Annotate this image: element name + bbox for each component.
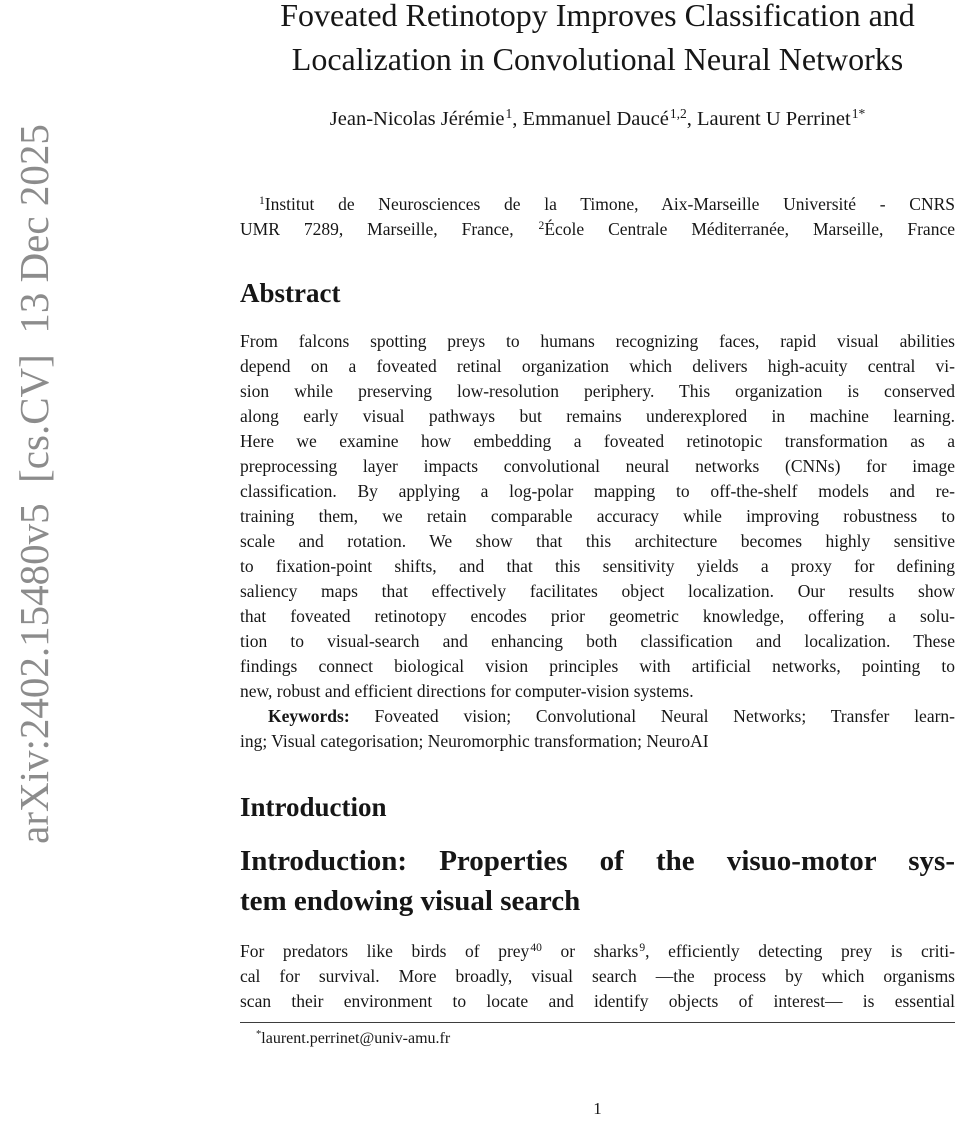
text-line: From falcons spotting preys to humans recognizing faces, rapid visual abilities xyxy=(240,331,955,351)
text-line: classification. By applying a log-polar mapping to off-the-shelf models and re- xyxy=(240,481,955,501)
keywords-paragraph xyxy=(240,704,955,754)
text-line: that foveated retinotopy encodes prior geometric knowledge, offering a solu- xyxy=(240,606,955,626)
text-line: sion while preserving low-resolution periphery. This organization is conserved xyxy=(240,381,955,401)
paper-title xyxy=(240,0,955,81)
text-line: Localization in Convolutional Neural Networks xyxy=(291,41,904,77)
text-line: For predators like birds of prey$^{40}$ or sharks$^9$, efficiently detecting prey is criti- xyxy=(240,941,955,961)
affiliation xyxy=(240,192,955,242)
page-number: 1 xyxy=(593,1099,602,1118)
text-line: $^1$Institut de Neurosciences de la Timone, Aix-Marseille Université - CNRS xyxy=(259,194,955,214)
text-line: along early visual pathways but remains underexplored in machine learning. xyxy=(240,406,955,426)
arxiv-watermark: arXiv:2402.15480v5 [cs.CV] 13 Dec 2025 xyxy=(11,124,57,844)
footnote-email: *laurent.perrinet@univ-amu.fr xyxy=(256,1029,451,1047)
abstract-text xyxy=(240,329,955,704)
text-line: tion to visual-search and enhancing both classification and localization. These xyxy=(240,631,955,651)
text-line: new, robust and efficient directions for computer-vision systems. xyxy=(240,681,694,701)
text-line: to fixation-point shifts, and that this sensitivity yields a proxy for defining xyxy=(240,556,955,576)
text-line: cal for survival. More broadly, visual search —the process by which organisms xyxy=(240,966,955,986)
subsection-heading xyxy=(240,841,955,921)
abstract-heading: Abstract xyxy=(240,278,341,308)
authors-line: Jean-Nicolas Jérémie$^1$, Emmanuel Daucé$^{1,2}$, Laurent U Perrinet$^{1*}$ xyxy=(329,105,866,130)
text-line: saliency maps that effectively facilitates object localization. Our results show xyxy=(240,581,955,601)
text-line: ing; Visual categorisation; Neuromorphic transformation; NeuroAI xyxy=(240,731,709,751)
text-line: training them, we retain comparable accuracy while improving robustness to xyxy=(240,506,955,526)
text-line: findings connect biological vision principles with artificial networks, pointing to xyxy=(240,656,955,676)
text-line: Introduction: Properties of the visuo-motor sys- xyxy=(240,845,955,877)
text-line: UMR 7289, Marseille, France, $^2$École Centrale Méditerranée, Marseille, France xyxy=(240,219,955,239)
text-line: depend on a foveated retinal organization which delivers high-acuity central vi- xyxy=(240,356,955,376)
footnote-rule xyxy=(240,1022,955,1023)
content-column xyxy=(240,0,955,1121)
text-line: scan their environment to locate and identify objects of interest— is essential xyxy=(240,991,955,1011)
text-line: Here we examine how embedding a foveated retinotopic transformation as a xyxy=(240,431,955,451)
text-line: tem endowing visual search xyxy=(240,885,581,917)
text-line: preprocessing layer impacts convolutional neural networks (CNNs) for image xyxy=(240,456,955,476)
introduction-heading: Introduction xyxy=(240,792,387,822)
text-line: Foveated Retinotopy Improves Classification and xyxy=(280,0,915,33)
intro-paragraph xyxy=(240,939,955,1014)
text-line: Keywords: Foveated vision; Convolutional Neural Networks; Transfer learn- xyxy=(268,706,955,726)
text-line: scale and rotation. We show that this architecture becomes highly sensitive xyxy=(240,531,955,551)
